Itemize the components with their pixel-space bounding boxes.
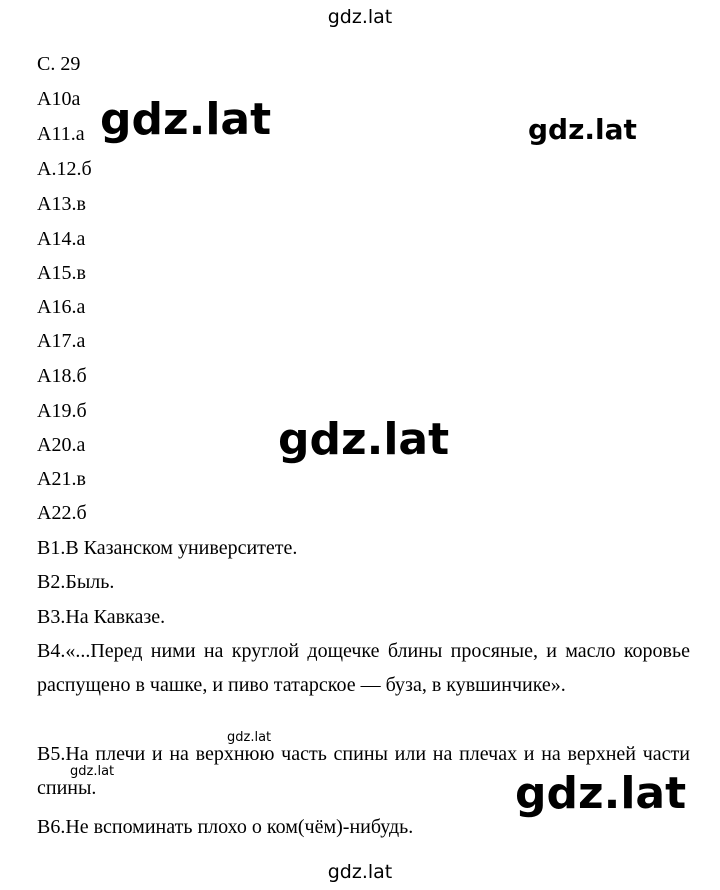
answer-b3: В3.На Кавказе. bbox=[37, 606, 166, 628]
answer-a18: А18.б bbox=[37, 365, 87, 387]
watermark-medium-2: gdz.lat bbox=[528, 113, 637, 146]
watermark-small-4: gdz.lat bbox=[227, 730, 272, 745]
answer-a16: А16.а bbox=[37, 296, 86, 318]
answer-b2: В2.Быль. bbox=[37, 571, 115, 593]
answer-b1: В1.В Казанском университете. bbox=[37, 537, 298, 559]
page-label: С. 29 bbox=[37, 53, 81, 75]
answer-a11: А11.а bbox=[37, 123, 85, 145]
answer-a17: А17.а bbox=[37, 330, 86, 352]
watermark-top: gdz.lat bbox=[327, 6, 393, 28]
answer-a13: А13.в bbox=[37, 193, 86, 215]
answer-a15: А15.в bbox=[37, 262, 86, 284]
watermark-large-3: gdz.lat bbox=[278, 414, 450, 465]
watermark-large-6: gdz.lat bbox=[515, 768, 687, 819]
watermark-large-1: gdz.lat bbox=[100, 94, 272, 145]
answer-a10: А10а bbox=[37, 88, 81, 110]
answer-a12: А.12.б bbox=[37, 158, 92, 180]
answer-a19: А19.б bbox=[37, 400, 87, 422]
answer-a22: А22.б bbox=[37, 502, 87, 524]
answer-b6: В6.Не вспоминать плохо о ком(чём)-нибудь. bbox=[37, 816, 414, 838]
answer-b4: В4.«...Перед ними на круглой дощечке блины просяные, и масло коровье распущено в чашке, и пиво татарское — буза, в кувшинчике». bbox=[37, 640, 690, 696]
watermark-small-5: gdz.lat bbox=[70, 764, 115, 779]
answer-b5: В5.На плечи и на верхнюю часть спины или на плечах и на верхней части спины. bbox=[37, 743, 690, 799]
answer-a21: А21.в bbox=[37, 468, 86, 490]
answer-a14: А14.а bbox=[37, 228, 86, 250]
answer-a20: А20.а bbox=[37, 434, 86, 456]
watermark-bottom: gdz.lat bbox=[327, 861, 393, 883]
